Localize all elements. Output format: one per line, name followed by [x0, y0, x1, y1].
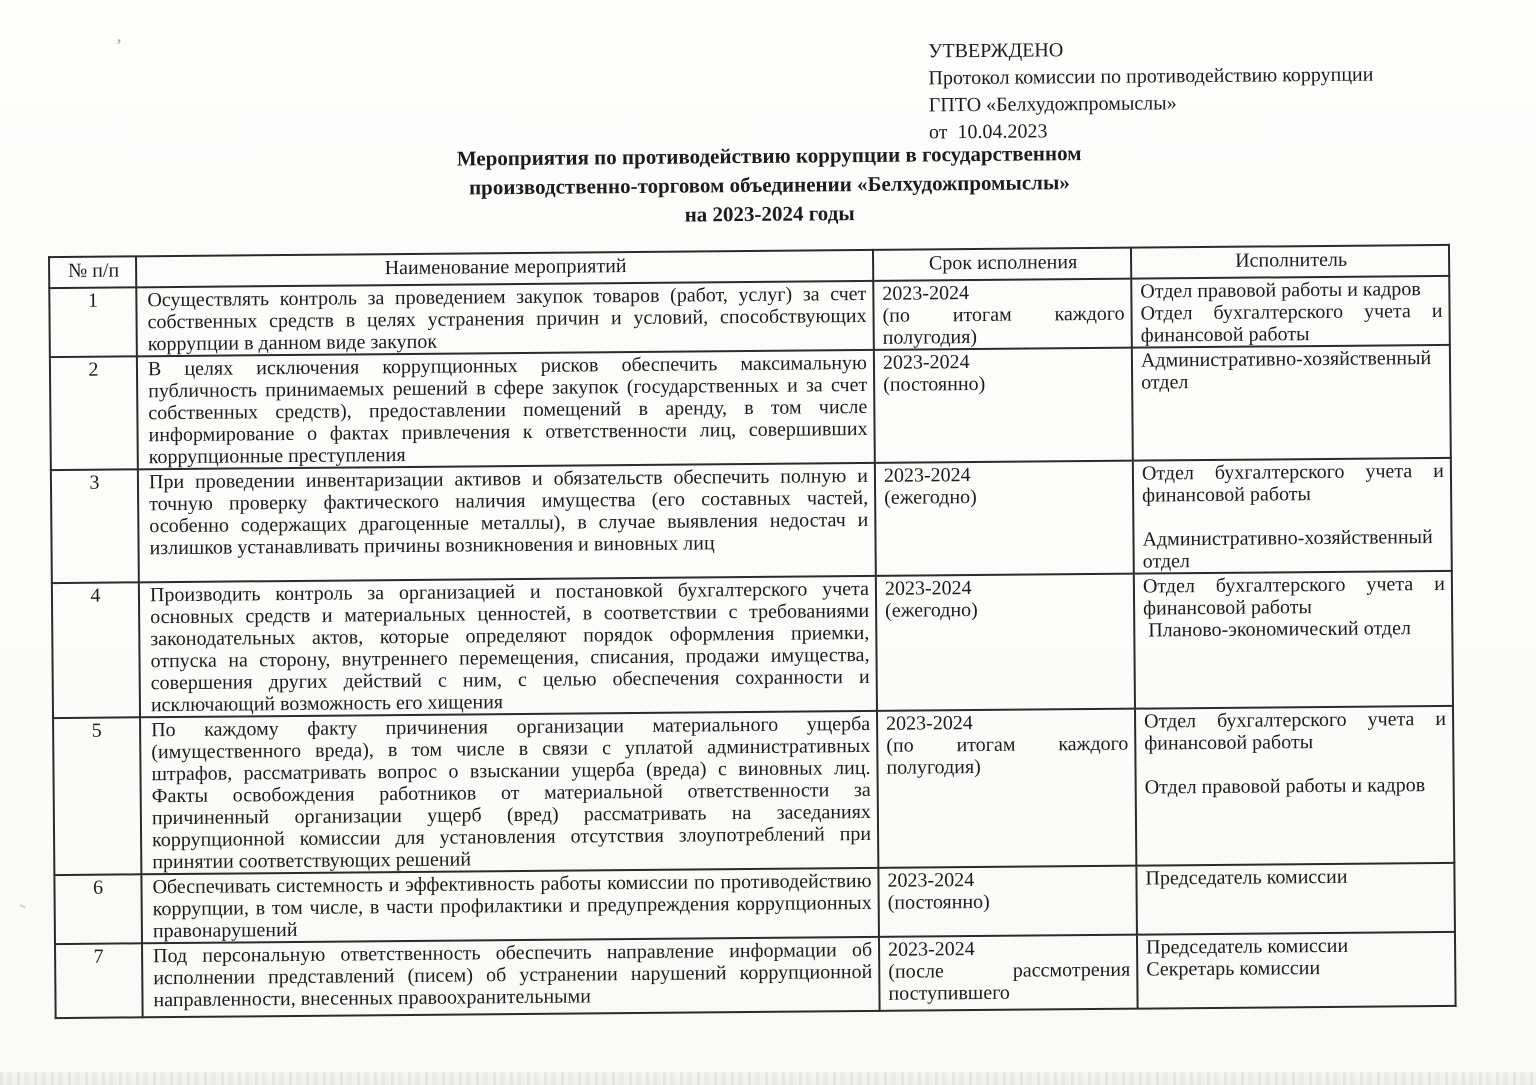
- scan-noise-band: [0, 1072, 1536, 1085]
- approval-block: [928, 34, 1469, 147]
- row-number: 4: [52, 582, 140, 718]
- approval-line-org: ГПТО «Белхудожпромыслы»: [928, 92, 1177, 117]
- activity-cell: По каждому факту причинения организации материального ущерба (имущественного вреда), в том числе в связи с уплатой административных штрафов, рассматривать вопрос о взыскании ущерба (вреда) с виновных лиц. Факты освобождения работников от материальной ответственности за причиненный организации ущерб (вред) рассматривать на заседаниях коррупционной комиссии для установления отсутствия злоупотреблений при принятии соответствующих решений: [140, 711, 878, 874]
- col-header-executor: Исполнитель: [1131, 245, 1449, 279]
- approval-line-date: от 10.04.2023: [928, 120, 1048, 144]
- executor-cell: [1137, 932, 1456, 1009]
- table-row: [55, 932, 1456, 1018]
- col-header-term: Срок исполнения: [873, 248, 1131, 281]
- executor-item: Отдел бухгалтерского учета и финансовой работы: [1140, 299, 1443, 347]
- activity-cell: При проведении инвентаризации активов и обязательств обеспечить полную и точную проверку фактического наличия имущества (его составных частей, особенно содержащих драгоценные металлы), в случае выявления недостач и излишков устанавливать причины возникновения и виновных лиц: [138, 463, 876, 582]
- row-number: 5: [53, 717, 141, 875]
- activity-cell: В целях исключения коррупционных рисков обеспечить максимальную публичность принимаемых решений в сфере закупок (государственных и за счет собственных средств), предоставлении помещений в аренду, в том числе информирование о фактах привлечения к ответственности лиц, совершивших коррупционные преступления: [137, 350, 875, 469]
- executor-item: Административно-хозяйственный отдел: [1142, 526, 1433, 573]
- term-cell: [874, 348, 1133, 463]
- term-cell: [878, 866, 1137, 937]
- document-title: [0, 135, 1536, 235]
- approval-line-approved: УТВЕРЖДЕНО: [928, 39, 1064, 63]
- executor-item: Административно-хозяйственный отдел: [1140, 347, 1432, 394]
- row-number: 3: [51, 469, 139, 583]
- executor-item: Председатель комиссии: [1145, 934, 1349, 959]
- table-row: [53, 706, 1454, 875]
- term-note: (ежегодно): [884, 486, 977, 509]
- table-row: [54, 863, 1455, 944]
- executor-item: Председатель комиссии: [1145, 865, 1348, 890]
- executor-item: Отдел правовой работы и кадров: [1140, 278, 1421, 303]
- executor-item: Отдел бухгалтерского учета и финансовой работы: [1142, 572, 1446, 620]
- term-years: 2023-2024: [884, 577, 972, 600]
- executor-cell: [1136, 863, 1455, 935]
- row-number: 6: [54, 874, 142, 944]
- executor-cell: [1131, 276, 1450, 348]
- row-number: 2: [50, 356, 138, 470]
- activity-cell: Осуществлять контроль за проведением закупок товаров (работ, услуг) за счет собственных средств в целях устранения причин и условий, способствующих коррупции в данном виде закупок: [136, 281, 874, 356]
- table-row: [49, 276, 1450, 357]
- term-cell: [877, 709, 1136, 868]
- executor-cell: [1133, 458, 1452, 574]
- col-header-num: № п/п: [49, 256, 136, 288]
- title-line-3: на 2023-2024 годы: [684, 201, 855, 227]
- term-years: 2023-2024: [887, 938, 975, 961]
- term-cell: [873, 279, 1132, 350]
- term-note: (по итогам каждого полугодия): [882, 302, 1125, 349]
- executor-item: Планово-экономический отдел: [1148, 617, 1412, 642]
- term-note: (ежегодно): [885, 599, 978, 622]
- term-note: (по итогам каждого полугодия): [886, 732, 1129, 779]
- activity-cell: Под персональную ответственность обеспечить направление информации об исполнении представлений (писем) об устранении нарушений коррупционной направленности, внесенных правоохранительными: [142, 937, 880, 1017]
- title-line-1: Мероприятия по противодействию коррупции в государственном: [456, 141, 1082, 171]
- term-cell: [879, 935, 1138, 1011]
- row-number: 7: [55, 943, 143, 1018]
- term-cell: [876, 574, 1135, 711]
- executor-item: Секретарь комиссии: [1146, 957, 1321, 981]
- table-row: [50, 345, 1451, 470]
- table-row: [52, 571, 1453, 718]
- term-cell: [875, 461, 1134, 576]
- term-years: 2023-2024: [882, 351, 970, 374]
- activity-cell: Производить контроль за организацией и постановкой бухгалтерского учета основных средств и материальных ценностей, в соответствии с требованиями законодательных актов, которые определяют порядок оформления приемки, отпуска на сторону, внутреннего перемещения, списания, продажи имущества, совершения других действий с ним, с целью обеспечения сохранности и исключающий возможность его хищения: [139, 576, 877, 717]
- executor-cell: [1135, 706, 1454, 866]
- title-line-2: производственно-торговом объединении «Белхудожпромыслы»: [468, 170, 1070, 200]
- table-row: [51, 458, 1452, 583]
- term-years: 2023-2024: [883, 464, 971, 487]
- row-number: 1: [49, 287, 137, 357]
- term-years: 2023-2024: [882, 282, 970, 305]
- term-years: 2023-2024: [886, 712, 973, 735]
- term-note: (постоянно): [883, 372, 986, 396]
- executor-cell: [1132, 345, 1451, 461]
- term-years: 2023-2024: [887, 869, 975, 892]
- executor-cell: [1134, 571, 1453, 709]
- executor-item: Отдел бухгалтерского учета и финансовой работы: [1141, 459, 1445, 507]
- term-note: (постоянно): [887, 890, 990, 914]
- scan-speck: [20, 904, 26, 908]
- activity-cell: Обеспечивать системность и эффективность работы комиссии по противодействию коррупции, в том числе, в части профилактики и предупреждения коррупционных правонарушений: [141, 868, 879, 943]
- col-header-activity: Наименование мероприятий: [136, 250, 873, 287]
- term-note: (после рассмотрения поступившего: [888, 958, 1131, 1005]
- scan-speck: ’: [111, 35, 124, 58]
- measures-table: [48, 244, 1457, 1019]
- approval-line-protocol: Протокол комиссии по противодействию коррупции: [928, 63, 1374, 90]
- executor-item: Отдел правовой работы и кадров: [1144, 774, 1426, 799]
- executor-item: Отдел бухгалтерского учета и финансовой работы: [1144, 707, 1447, 755]
